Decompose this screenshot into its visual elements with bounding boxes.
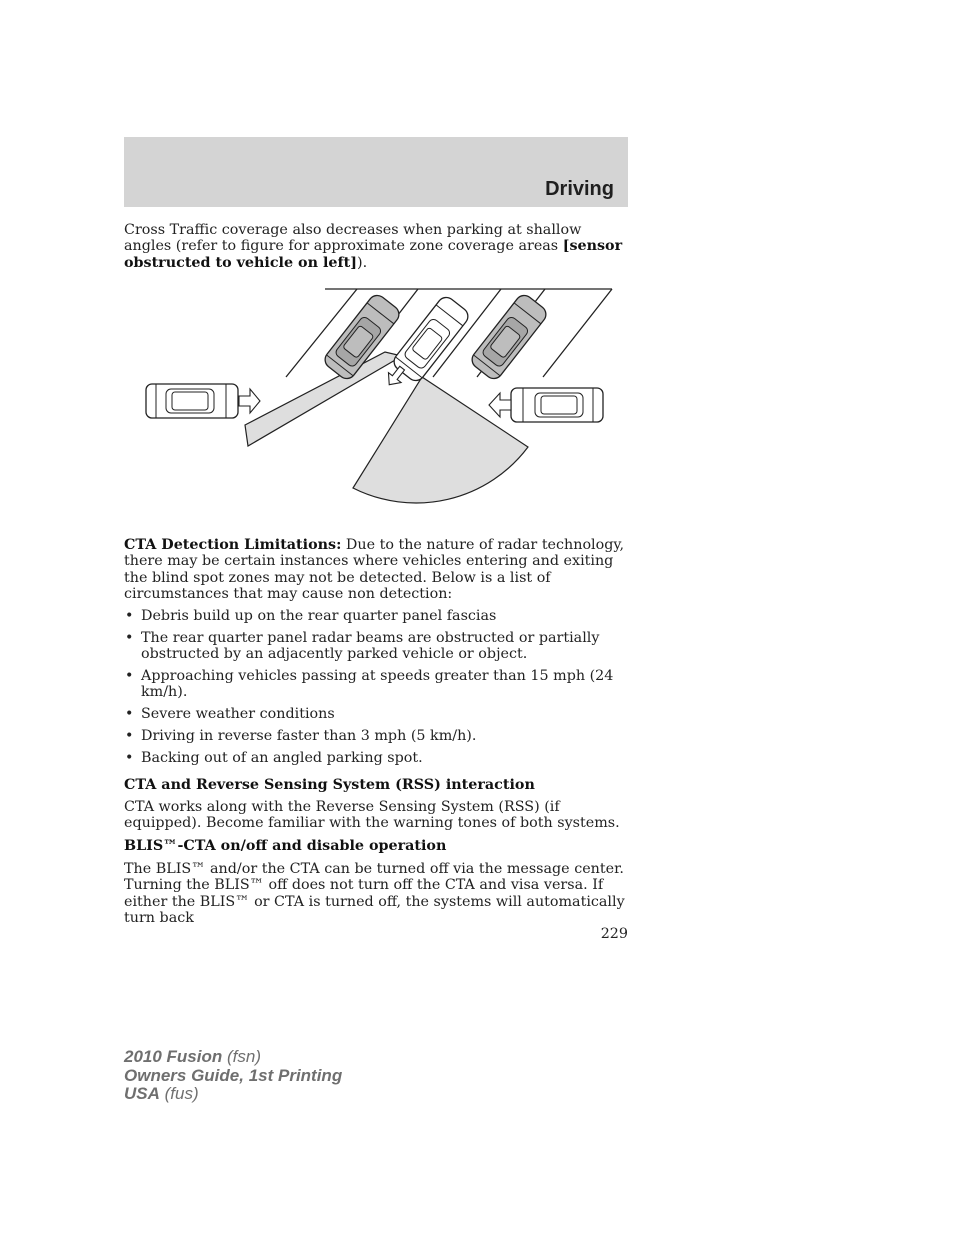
bullet: • xyxy=(125,706,134,723)
arrow-left-icon xyxy=(489,393,511,417)
bullet: • xyxy=(125,608,134,624)
list-item-text: Severe weather conditions xyxy=(141,706,335,723)
list-item xyxy=(124,608,630,624)
list-item-text: The rear quarter panel radar beams are obstructed or partially obstructed by an adjacently parked vehicle or object. xyxy=(141,629,600,663)
rss-heading: CTA and Reverse Sensing System (RSS) interaction xyxy=(124,777,535,793)
footer-imprint xyxy=(124,1048,342,1104)
list-item-text: Debris build up on the rear quarter panel fascias xyxy=(141,608,497,624)
onoff-heading: BLIS™-CTA on/off and disable operation xyxy=(124,838,447,854)
bullet: • xyxy=(125,750,134,767)
list-item xyxy=(124,728,630,744)
footer-model: 2010 Fusion xyxy=(124,1047,223,1066)
section-title: Driving xyxy=(545,178,614,200)
section-header-band xyxy=(124,137,628,207)
bullet: • xyxy=(125,629,134,646)
list-item xyxy=(124,630,630,663)
limitations-list xyxy=(124,608,630,772)
footer-guide: Owners Guide, 1st Printing xyxy=(124,1065,343,1085)
parked-car-right xyxy=(469,292,550,382)
bullet: • xyxy=(125,668,134,685)
list-item xyxy=(124,706,630,722)
cta-zone-diagram xyxy=(135,280,615,510)
list-item-text: Driving in reverse faster than 3 mph (5 km/h). xyxy=(141,728,477,745)
onoff-paragraph: The BLIS™ and/or the CTA can be turned off via the message center. Turning the BLIS™ off does not turn off the CTA and visa versa. If either the BLIS™ or CTA is turned off, the systems will automatically turn back xyxy=(124,861,625,926)
list-item-text: Backing out of an angled parking spot. xyxy=(141,750,423,767)
intro-bold-text: [sensor obstructed to vehicle on left] xyxy=(124,238,623,271)
intro-paragraph xyxy=(124,222,630,271)
list-item xyxy=(124,750,630,766)
parking-line xyxy=(543,289,612,377)
list-item xyxy=(124,668,630,701)
limitations-lead: CTA Detection Limitations: xyxy=(124,537,342,553)
limitations-text: Due to the nature of radar technology, there may be certain instances where vehicles entering and exiting the blind spot zones may not be detected. Below is a list of circumstances that may cause non detection: xyxy=(124,537,625,602)
footer-line-2 xyxy=(124,1067,342,1086)
approaching-car-right xyxy=(511,388,603,422)
intro-tail: ). xyxy=(357,254,368,271)
footer-market: USA xyxy=(124,1084,160,1103)
footer-model-code: (fsn) xyxy=(222,1047,261,1066)
limitations-paragraph xyxy=(124,537,630,602)
footer-line-1 xyxy=(124,1048,342,1067)
intro-text: Cross Traffic coverage also decreases when parking at shallow angles (refer to figure for approximate zone coverage areas xyxy=(124,222,582,255)
footer-line-3 xyxy=(124,1085,342,1104)
left-sensor-zone xyxy=(245,352,402,446)
footer-market-code: (fus) xyxy=(159,1084,199,1103)
rear-sensor-zone xyxy=(353,377,528,503)
bullet: • xyxy=(125,728,134,745)
rss-paragraph: CTA works along with the Reverse Sensing System (RSS) (if equipped). Become familiar with the warning tones of both systems. xyxy=(124,799,620,832)
arrow-right-icon xyxy=(239,389,260,413)
list-item-text: Approaching vehicles passing at speeds greater than 15 mph (24 km/h). xyxy=(141,668,614,701)
page-number: 229 xyxy=(600,926,628,942)
approaching-car-left xyxy=(146,384,238,418)
